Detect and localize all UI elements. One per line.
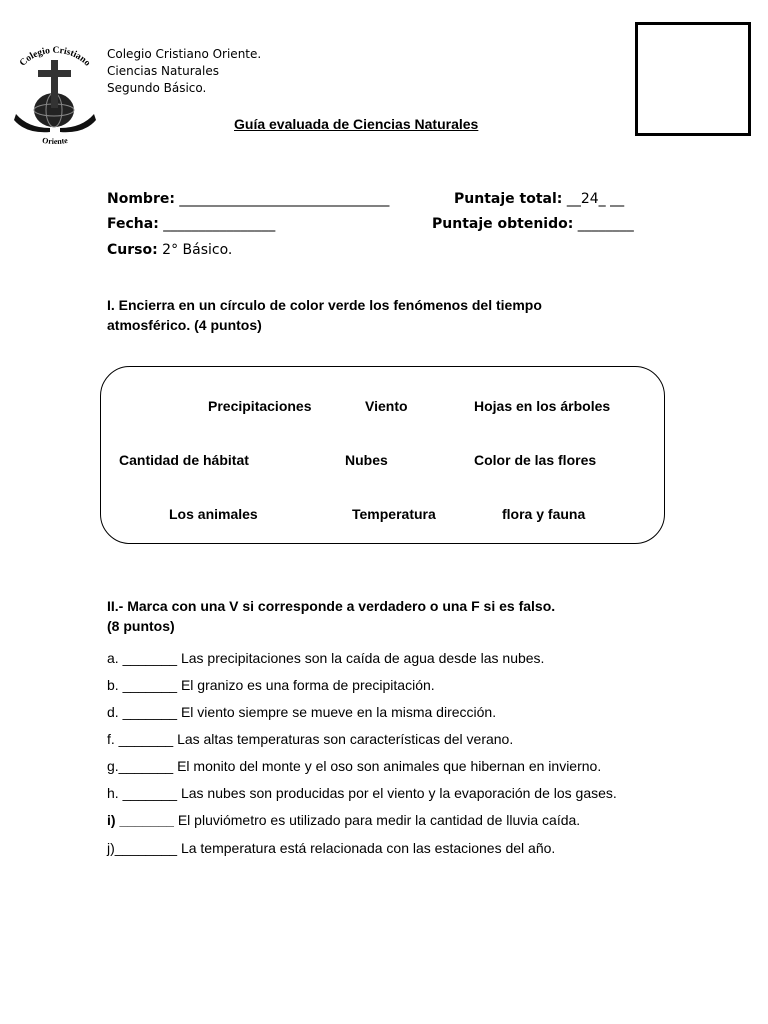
school-logo — [10, 42, 100, 150]
tf-item-text: El viento siempre se mueve en la misma dirección. — [180, 704, 497, 720]
school-name: Colegio Cristiano Oriente. — [107, 47, 262, 61]
tf-item-f[interactable] — [107, 731, 513, 747]
tf-item-j[interactable] — [107, 840, 555, 856]
school-logo-emblem — [10, 42, 100, 150]
tf-item-prefix: g._______ — [107, 758, 174, 774]
nombre-blank: ______________________________ — [179, 191, 390, 207]
section1-heading-line1: I. Encierra en un círculo de color verde los fenómenos del tiempo — [107, 297, 542, 313]
word-temperatura[interactable]: Temperatura — [352, 506, 436, 522]
section1-heading-line2: atmosférico. (4 puntos) — [107, 317, 262, 333]
puntaje-obtenido-blank: ________ — [577, 216, 634, 232]
tf-item-text: El monito del monte y el oso son animales que hibernan en invierno. — [177, 758, 602, 774]
tf-item-a[interactable] — [107, 650, 544, 666]
word-habitat[interactable]: Cantidad de hábitat — [119, 452, 249, 468]
word-precipitaciones[interactable]: Precipitaciones — [208, 398, 312, 414]
tf-item-prefix: d. _______ — [107, 704, 178, 720]
subject-name: Ciencias Naturales — [107, 64, 219, 78]
word-flora-fauna[interactable]: flora y fauna — [502, 506, 586, 522]
nombre-field[interactable] — [107, 191, 389, 207]
logo-top-text: Colegio Cristiano — [18, 45, 92, 69]
fecha-label: Fecha: — [107, 216, 159, 232]
section2-heading-line2: (8 puntos) — [107, 618, 175, 634]
nombre-label: Nombre: — [107, 191, 175, 207]
fecha-blank: ________________ — [163, 216, 276, 232]
tf-item-text: El pluviómetro es utilizado para medir la cantidad de lluvia caída. — [177, 812, 581, 828]
puntaje-total-field — [454, 191, 624, 207]
tf-item-prefix: h. _______ — [107, 785, 178, 801]
puntaje-total-label: Puntaje total: — [454, 191, 563, 207]
word-hojas[interactable]: Hojas en los árboles — [474, 398, 611, 414]
puntaje-obtenido-label: Puntaje obtenido: — [432, 216, 574, 232]
tf-item-text: El granizo es una forma de precipitación. — [180, 677, 435, 693]
word-animales[interactable]: Los animales — [169, 506, 258, 522]
tf-item-text: Las precipitaciones son la caída de agua desde las nubes. — [180, 650, 545, 666]
page-title: Guía evaluada de Ciencias Naturales — [234, 116, 479, 132]
curso-label: Curso: — [107, 242, 158, 258]
tf-item-prefix: b. _______ — [107, 677, 178, 693]
school-info — [107, 46, 261, 97]
tf-item-text: Las nubes son producidas por el viento y la evaporación de los gases. — [180, 785, 617, 801]
puntaje-obtenido-field[interactable] — [432, 216, 634, 232]
tf-item-b[interactable] — [107, 677, 435, 693]
logo-bottom-text: Oriente — [41, 135, 69, 147]
tf-item-prefix: j)________ — [107, 840, 178, 856]
grade-name: Segundo Básico. — [107, 81, 207, 95]
section2-heading — [107, 596, 555, 636]
grade-box — [635, 22, 751, 136]
tf-item-i[interactable] — [107, 812, 580, 828]
word-viento[interactable]: Viento — [365, 398, 408, 414]
section1-heading — [107, 295, 542, 335]
word-flores[interactable]: Color de las flores — [474, 452, 597, 468]
curso-value: 2° Básico. — [162, 242, 233, 258]
word-nubes[interactable]: Nubes — [345, 452, 388, 468]
puntaje-total-value: __24_ __ — [566, 191, 625, 207]
svg-text:Oriente — [42, 136, 69, 146]
tf-item-prefix: f. _______ — [107, 731, 174, 747]
tf-item-h[interactable] — [107, 785, 617, 801]
tf-item-g[interactable] — [107, 758, 601, 774]
tf-item-prefix: i) _______ — [107, 812, 174, 828]
tf-item-d[interactable] — [107, 704, 496, 720]
curso-field — [107, 242, 232, 258]
tf-item-text: Las altas temperaturas son características del verano. — [177, 731, 514, 747]
tf-item-text: La temperatura está relacionada con las estaciones del año. — [180, 840, 556, 856]
tf-item-prefix: a. _______ — [107, 650, 178, 666]
fecha-field[interactable] — [107, 216, 275, 232]
section2-heading-line1: II.- Marca con una V si corresponde a verdadero o una F si es falso. — [107, 598, 556, 614]
